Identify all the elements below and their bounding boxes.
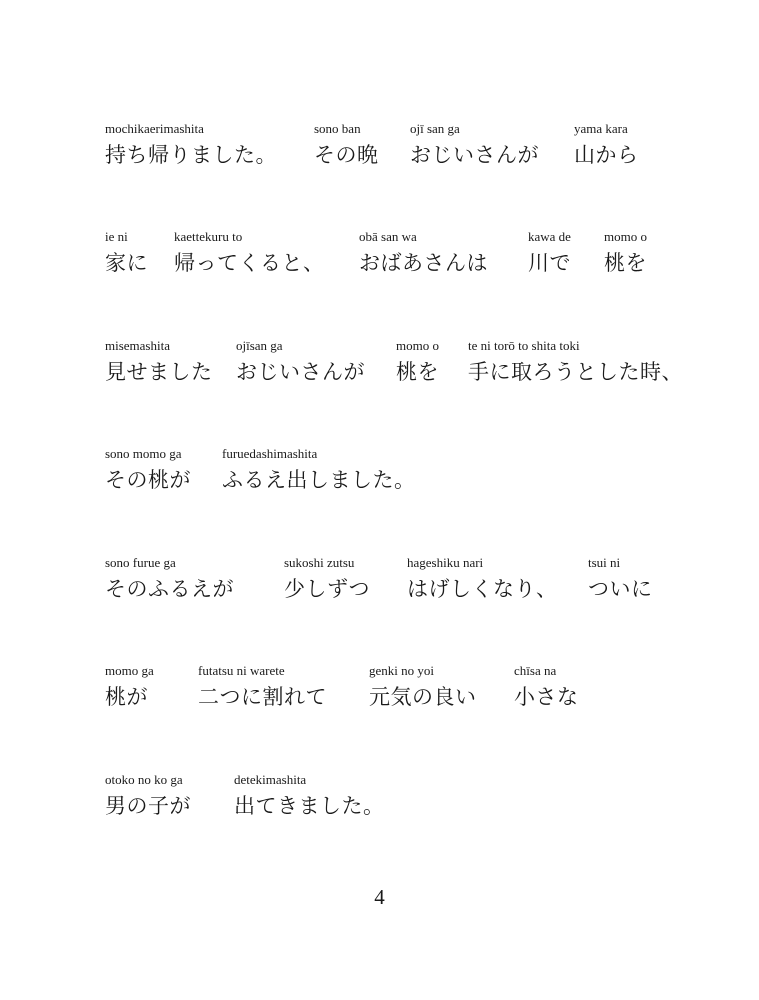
japanese-text: 桃を [396, 360, 439, 384]
japanese-text: おじいさんが [410, 143, 539, 167]
japanese-text: 帰ってくると、 [174, 251, 325, 275]
japanese-text: おじいさんが [236, 360, 365, 384]
romaji-reading: mochikaerimashita [105, 121, 204, 136]
japanese-text: 桃を [604, 251, 647, 275]
romaji-reading: hageshiku nari [407, 555, 484, 570]
text-line-6 [0, 663, 759, 723]
text-line-3 [0, 338, 759, 398]
japanese-text: 元気の良い [369, 685, 477, 709]
romaji-reading: sono furue ga [105, 555, 176, 570]
romaji-reading: misemashita [105, 338, 170, 353]
romaji-reading: sono momo ga [105, 446, 182, 461]
japanese-text: 桃が [105, 685, 148, 709]
japanese-text: ふるえ出しました。 [222, 468, 416, 492]
romaji-reading: kaettekuru to [174, 229, 243, 244]
japanese-text: 二つに割れて [198, 685, 327, 709]
text-line-5 [0, 555, 759, 615]
japanese-text: 手に取ろうとした時、 [468, 360, 683, 384]
japanese-text: はげしくなり、 [407, 577, 558, 601]
romaji-reading: ojīsan ga [236, 338, 283, 353]
romaji-reading: chīsa na [514, 663, 557, 678]
japanese-text: 少しずつ [284, 577, 370, 601]
japanese-text: 男の子が [105, 794, 191, 818]
romaji-reading: otoko no ko ga [105, 772, 183, 787]
japanese-text: 持ち帰りました。 [105, 143, 277, 167]
romaji-reading: detekimashita [234, 772, 307, 787]
text-line-2 [0, 229, 759, 289]
romaji-reading: momo o [396, 338, 439, 353]
romaji-reading: sukoshi zutsu [284, 555, 355, 570]
japanese-text: 家に [105, 251, 148, 275]
romaji-reading: te ni torō to shita toki [468, 338, 580, 353]
romaji-reading: ie ni [105, 229, 128, 244]
romaji-reading: genki no yoi [369, 663, 434, 678]
romaji-reading: momo o [604, 229, 647, 244]
japanese-text: そのふるえが [105, 577, 234, 601]
romaji-reading: futatsu ni warete [198, 663, 285, 678]
japanese-text: 出てきました。 [234, 794, 385, 818]
text-line-7 [0, 772, 759, 832]
romaji-reading: obā san wa [359, 229, 417, 244]
japanese-text: その桃が [105, 468, 191, 492]
romaji-reading: ojī san ga [410, 121, 460, 136]
romaji-reading: sono ban [314, 121, 361, 136]
romaji-reading: momo ga [105, 663, 154, 678]
japanese-text: 小さな [514, 685, 579, 709]
romaji-reading: tsui ni [588, 555, 621, 570]
japanese-text: 山から [574, 143, 639, 167]
page-number: 4 [374, 885, 385, 909]
japanese-text: おばあさんは [359, 251, 488, 275]
romaji-reading: furuedashimashita [222, 446, 318, 461]
text-line-4 [0, 446, 759, 506]
japanese-text: その晩 [314, 143, 379, 167]
romaji-reading: yama kara [574, 121, 628, 136]
romaji-reading: kawa de [528, 229, 571, 244]
japanese-text: 見せました [105, 360, 213, 384]
japanese-text: 川で [528, 251, 571, 275]
japanese-text: ついに [588, 577, 653, 601]
text-line-1 [0, 121, 759, 181]
